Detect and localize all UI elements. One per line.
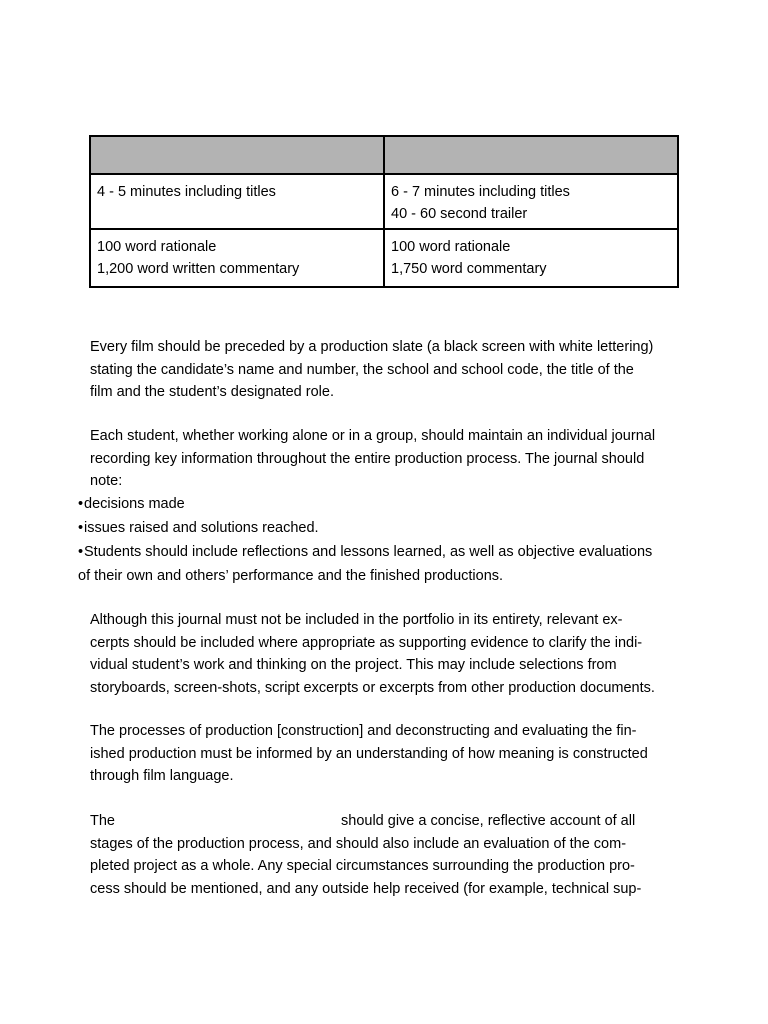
text-line: Every film should be preceded by a production slate (a black screen with white lettering) xyxy=(90,339,654,355)
text-line: Each student, whether working alone or in a group, should maintain an individual journal xyxy=(90,428,656,444)
text-line: through film language. xyxy=(90,768,234,784)
cell-line: 1,750 word commentary xyxy=(391,261,547,277)
text-line: vidual student’s work and thinking on the project. This may include selections from xyxy=(90,657,617,673)
list-item-continuation: of their own and others’ performance and the finished productions. xyxy=(78,568,504,584)
text-line: pleted project as a whole. Any special circumstances surrounding the production pro- xyxy=(90,858,635,874)
cell-line: 100 word rationale xyxy=(391,239,511,255)
text-line: The processes of production [construction] and deconstructing and evaluating the fin- xyxy=(90,723,637,739)
text-line: cess should be mentioned, and any outside help received (for example, technical sup- xyxy=(90,880,642,897)
bullet-icon: • xyxy=(78,544,84,560)
table-row xyxy=(90,174,678,229)
list-item: •Students should include reflections and lessons learned, as well as objective evaluations xyxy=(78,540,698,564)
commentary-paragraph xyxy=(90,810,690,900)
text-line: note: xyxy=(90,473,123,489)
list-item: •issues raised and solutions reached. xyxy=(78,516,698,540)
requirements-table xyxy=(89,135,679,288)
text-line: stating the candidate’s name and number, the school and school code, the title of the xyxy=(90,361,634,378)
table-cell xyxy=(384,229,678,287)
table-header-cell xyxy=(384,136,678,174)
text-line: cerpts should be included where appropriate as supporting evidence to clarify the indi- xyxy=(90,634,643,651)
text-line: film and the student’s designated role. xyxy=(90,384,334,400)
table-cell xyxy=(90,174,384,229)
table-header-row xyxy=(90,136,678,174)
journal-paragraph xyxy=(90,425,690,493)
journal-bullet-list xyxy=(78,492,698,588)
cell-line: 4 - 5 minutes including titles xyxy=(97,184,276,200)
slate-paragraph xyxy=(90,336,690,404)
bullet-icon: • xyxy=(78,520,84,536)
cell-line: 1,200 word written commentary xyxy=(97,261,300,277)
text-line: recording key information throughout the entire production process. The journal should xyxy=(90,450,645,467)
bullet-icon: • xyxy=(78,496,84,512)
table-header-cell xyxy=(90,136,384,174)
cell-line: 40 - 60 second trailer xyxy=(391,206,528,222)
table-cell xyxy=(384,174,678,229)
list-item: •decisions made xyxy=(78,492,698,516)
table-cell xyxy=(90,229,384,287)
processes-paragraph xyxy=(90,720,690,788)
text-line: The should give a concise, reflective account of all xyxy=(90,813,636,829)
cell-line: 6 - 7 minutes including titles xyxy=(391,184,570,200)
text-line: Although this journal must not be included in the portfolio in its entirety, relevant ex- xyxy=(90,612,623,628)
excerpts-paragraph xyxy=(90,609,690,699)
text-line: storyboards, screen-shots, script excerpts or excerpts from other production documents. xyxy=(90,679,655,696)
text-line: ished production must be informed by an understanding of how meaning is constructed xyxy=(90,745,648,762)
table-row xyxy=(90,229,678,287)
text-line: stages of the production process, and should also include an evaluation of the com- xyxy=(90,835,627,852)
cell-line: 100 word rationale xyxy=(97,239,217,255)
